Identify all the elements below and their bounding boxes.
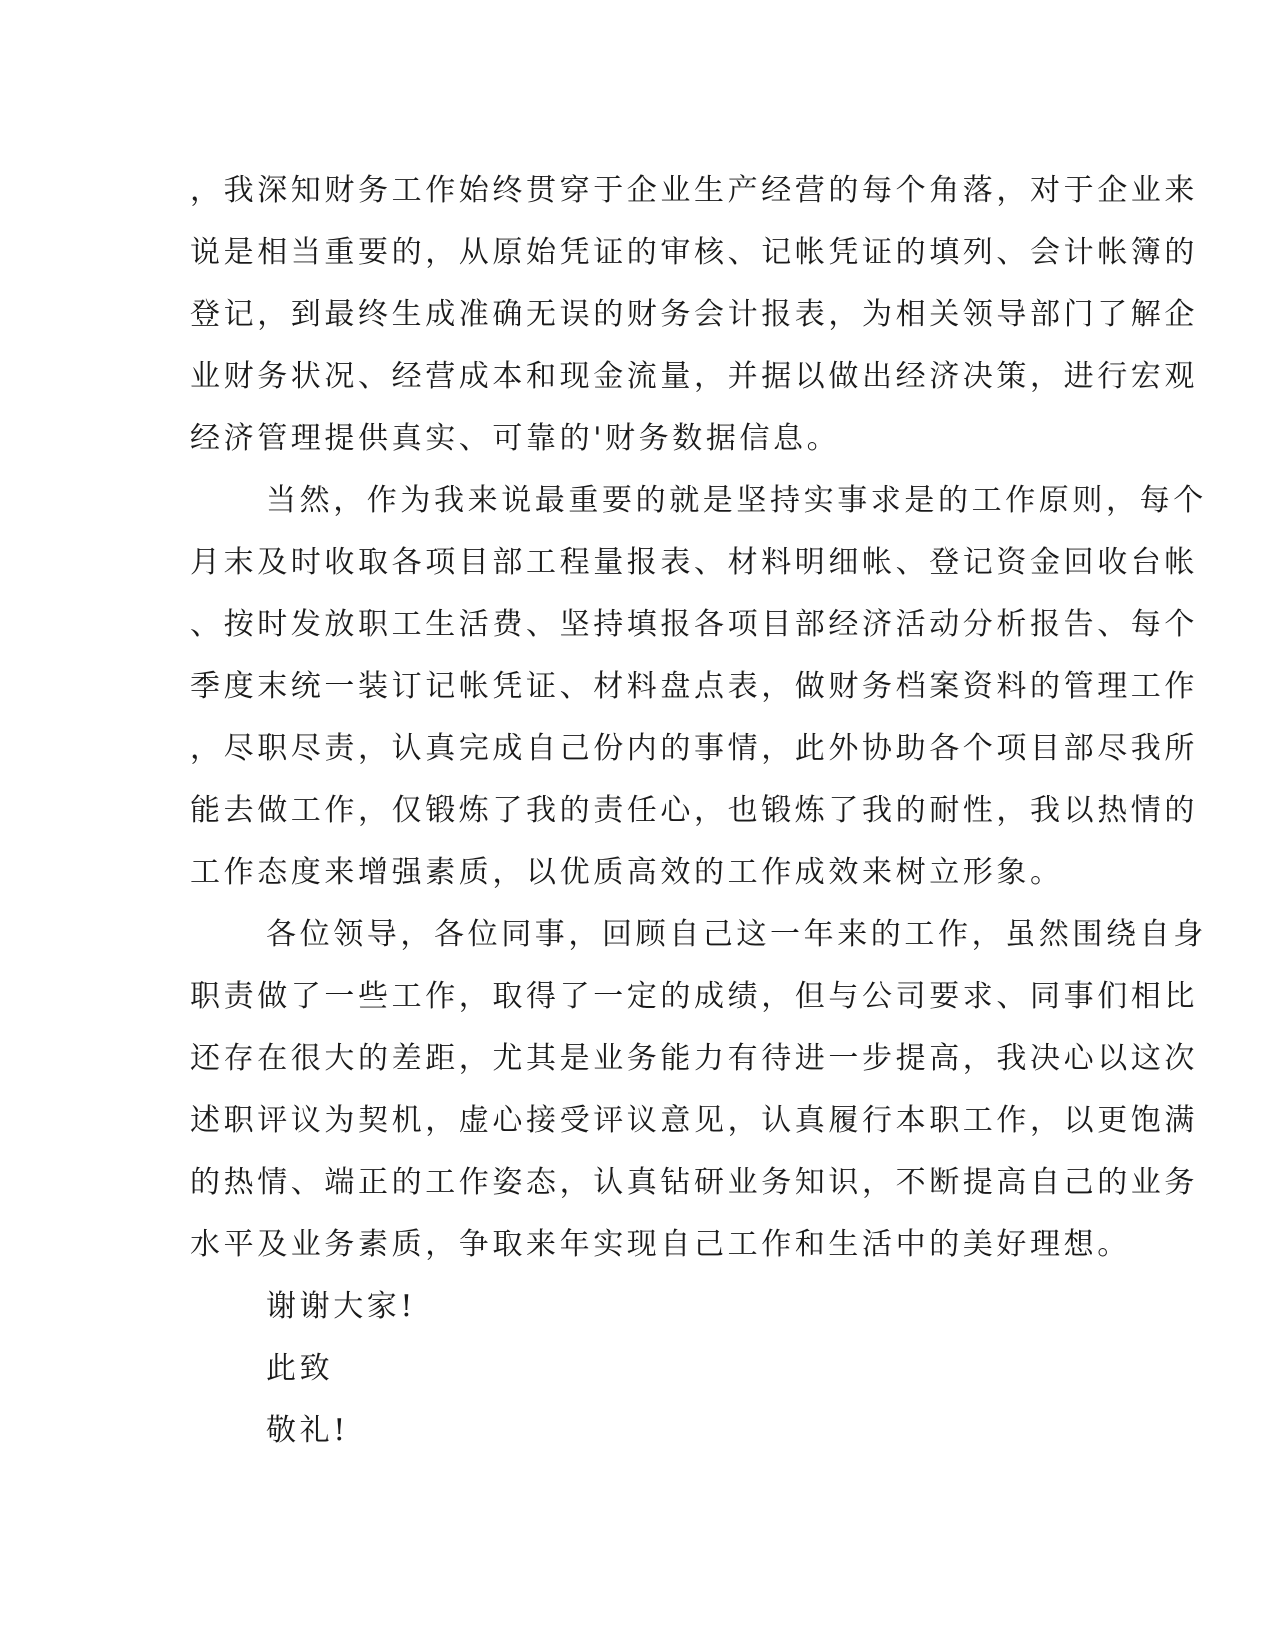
paragraph-2 [190,470,1207,904]
paragraph-1 [190,160,1198,470]
text-line: 、按时发放职工生活费、坚持填报各项目部经济活动分析报告、每个 [190,607,1198,642]
text-line: 月末及时收取各项目部工程量报表、材料明细帐、登记资金回收台帐 [190,545,1198,580]
text-line: 还存在很大的差距，尤其是业务能力有待进一步提高，我决心以这次 [190,1041,1198,1076]
text-line: 述职评议为契机，虚心接受评议意见，认真履行本职工作，以更饱满 [190,1103,1198,1138]
closing-salutation: 此致 [266,1351,334,1386]
text-line: 职责做了一些工作，取得了一定的成绩，但与公司要求、同事们相比 [190,979,1198,1014]
text-line: 业财务状况、经营成本和现金流量，并据以做出经济决策，进行宏观 [190,359,1198,394]
text-line: 当然，作为我来说最重要的就是坚持实事求是的工作原则，每个 [266,483,1207,518]
text-line: 登记，到最终生成准确无误的财务会计报表，为相关领导部门了解企 [190,297,1198,332]
text-line: 经济管理提供真实、可靠的'财务数据信息。 [190,421,841,456]
text-line: 能去做工作，仅锻炼了我的责任心，也锻炼了我的耐性，我以热情的 [190,793,1198,828]
paragraph-3 [190,904,1207,1276]
text-line: 的热情、端正的工作姿态，认真钻研业务知识，不断提高自己的业务 [190,1165,1198,1200]
text-line: 水平及业务素质，争取来年实现自己工作和生活中的美好理想。 [190,1227,1131,1262]
text-line: 各位领导，各位同事，回顾自己这一年来的工作，虽然围绕自身 [266,917,1207,952]
text-line: 季度末统一装订记帐凭证、材料盘点表，做财务档案资料的管理工作 [190,669,1198,704]
document-body [190,160,1207,1462]
text-line: ，我深知财务工作始终贯穿于企业生产经营的每个角落，对于企业来 [190,173,1198,208]
closing [190,1276,1090,1462]
text-line: 说是相当重要的，从原始凭证的审核、记帐凭证的填列、会计帐簿的 [190,235,1198,270]
text-line: ，尽职尽责，认真完成自己份内的事情，此外协助各个项目部尽我所 [190,731,1198,766]
closing-thanks: 谢谢大家! [266,1289,417,1324]
text-line: 工作态度来增强素质，以优质高效的工作成效来树立形象。 [190,855,1064,890]
closing-regards: 敬礼! [266,1413,349,1448]
